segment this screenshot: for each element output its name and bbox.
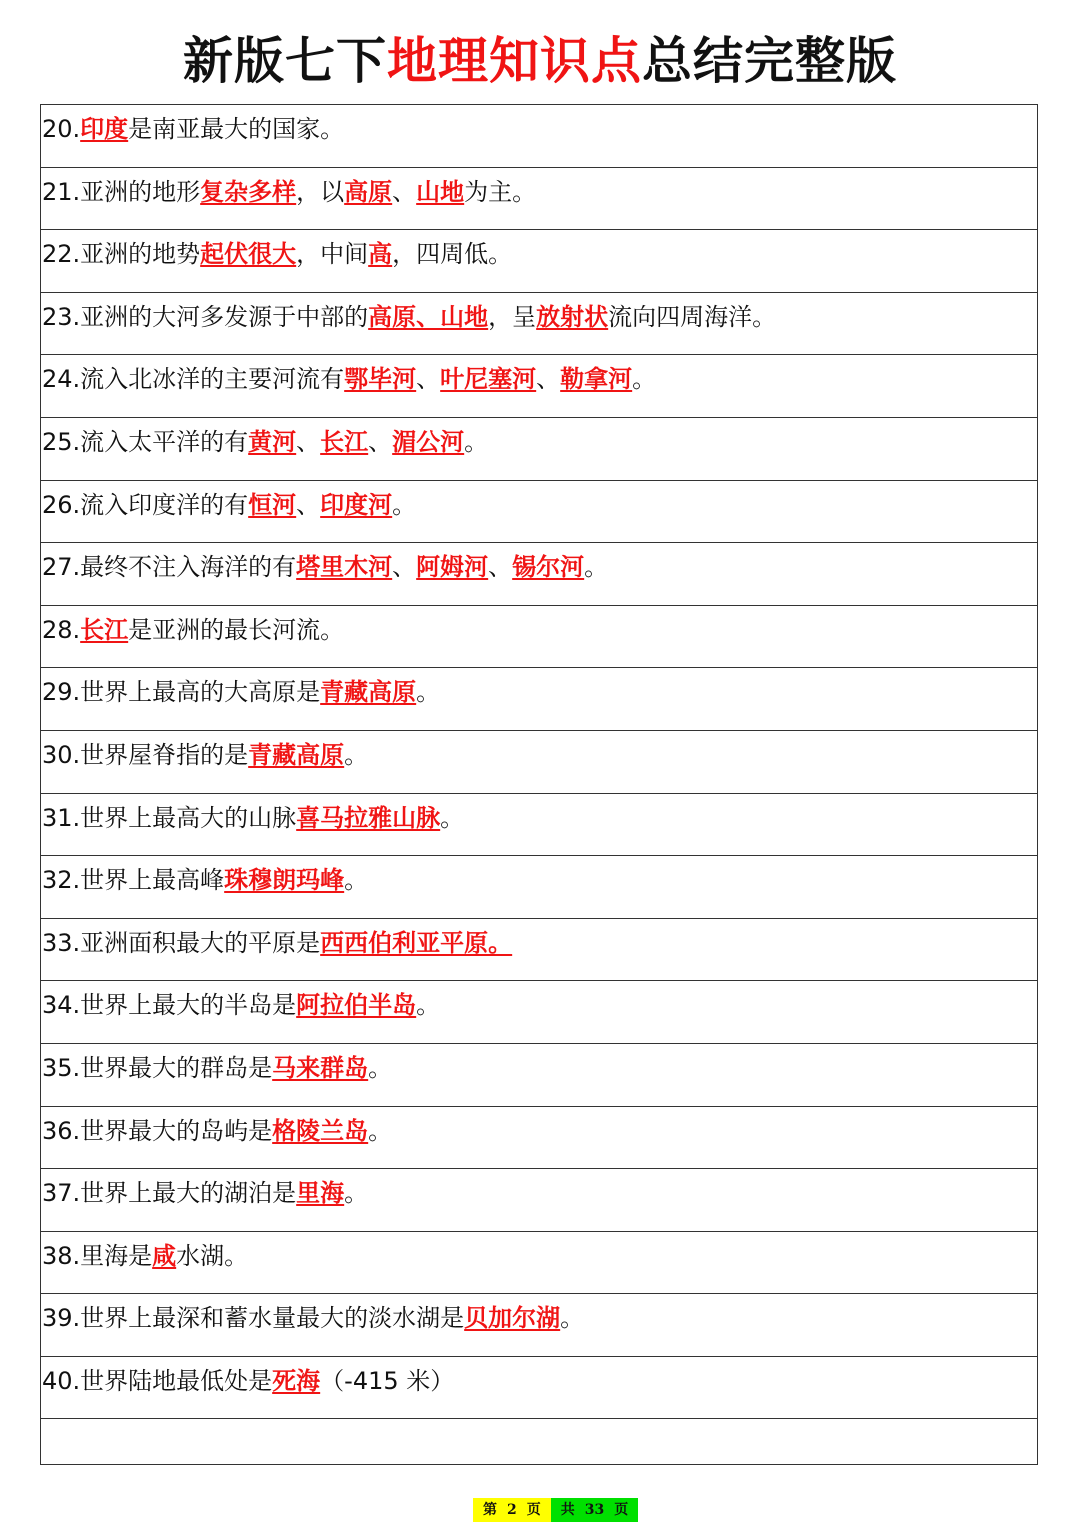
row-text: 是亚洲的最长河流。	[128, 615, 345, 644]
row-text: 水湖。	[176, 1241, 249, 1270]
row-text: 。	[368, 1116, 393, 1145]
row-text: （-415 米）	[320, 1366, 455, 1395]
table-row	[41, 856, 1037, 919]
row-text: 流向四周海洋。	[608, 302, 777, 331]
highlighted-term: 长江	[320, 427, 369, 456]
row-text: 32.世界上最高峰	[42, 866, 225, 895]
row-text: 39.世界上最深和蓄水量最大的淡水湖是	[42, 1304, 465, 1333]
row-text: 。	[440, 803, 465, 832]
row-text: ，中间	[296, 240, 369, 269]
row-text: 33.亚洲面积最大的平原是	[42, 928, 321, 957]
row-text: ，呈	[488, 302, 537, 331]
row-text: 、	[488, 553, 513, 582]
total-prefix: 共	[560, 1502, 575, 1518]
highlighted-term: 勒拿河	[560, 365, 633, 394]
row-text: 、	[296, 427, 321, 456]
row-text: 、	[368, 427, 393, 456]
row-text: 38.里海是	[42, 1241, 153, 1270]
row-text: 26.流入印度洋的有	[42, 490, 249, 519]
highlighted-term: 阿姆河	[416, 553, 489, 582]
row-text: 为主。	[464, 177, 537, 206]
row-text: 28.	[42, 615, 81, 644]
row-text: 27.最终不注入海洋的有	[42, 553, 297, 582]
table-row	[41, 794, 1037, 857]
highlighted-term: 格陵兰岛	[272, 1116, 369, 1145]
highlighted-term: 山地	[416, 177, 465, 206]
table-row	[41, 1169, 1037, 1232]
highlighted-term: 马来群岛	[272, 1053, 369, 1082]
row-text: 23.亚洲的大河多发源于中部的	[42, 302, 369, 331]
highlighted-term: 青藏高原	[320, 678, 417, 707]
highlighted-term: 贝加尔湖	[464, 1304, 561, 1333]
row-text: 30.世界屋脊指的是	[42, 740, 249, 769]
page-prefix: 第	[483, 1502, 497, 1518]
total-pages-label	[551, 1498, 638, 1522]
highlighted-term: 叶尼塞河	[440, 365, 537, 394]
row-text: 、	[392, 553, 417, 582]
highlighted-term: 高	[368, 240, 393, 269]
page-unit: 页	[526, 1502, 541, 1518]
highlighted-term: 湄公河	[392, 427, 465, 456]
row-text: 。	[560, 1304, 585, 1333]
table-row	[41, 230, 1037, 293]
row-text: 、	[392, 177, 417, 206]
row-text: 。	[584, 553, 609, 582]
highlighted-term: 珠穆朗玛峰	[224, 866, 345, 895]
row-text: 29.世界上最高的大高原是	[42, 678, 321, 707]
row-text: 。	[416, 991, 441, 1020]
highlighted-term: 印度	[80, 115, 129, 143]
highlighted-term: 放射状	[536, 302, 609, 331]
table-row	[41, 1232, 1037, 1295]
table-row	[41, 1294, 1037, 1357]
row-text: 24.流入北冰洋的主要河流有	[42, 365, 345, 394]
knowledge-table	[40, 104, 1038, 1465]
highlighted-term: 长江	[80, 615, 129, 644]
row-text: 、	[536, 365, 561, 394]
row-text: 。	[368, 1053, 393, 1082]
page-footer	[473, 1498, 638, 1522]
page-title	[0, 26, 1080, 96]
highlighted-term: 阿拉伯半岛	[296, 991, 417, 1020]
table-row	[41, 418, 1037, 481]
page-number-label	[473, 1498, 551, 1522]
row-text: ，四周低。	[392, 240, 513, 269]
highlighted-term: 起伏很大	[200, 240, 297, 269]
highlighted-term: 死海	[272, 1366, 321, 1395]
row-text: 40.世界陆地最低处是	[42, 1366, 273, 1395]
highlighted-term: 高原、山地	[368, 302, 489, 331]
row-text: 。	[344, 740, 369, 769]
row-text: 、	[416, 365, 441, 394]
table-row	[41, 293, 1037, 356]
highlighted-term: 里海	[296, 1179, 345, 1208]
row-text: 34.世界上最大的半岛是	[42, 991, 297, 1020]
highlighted-term: 青藏高原	[248, 740, 345, 769]
table-row	[41, 1044, 1037, 1107]
page-number: 2	[507, 1502, 517, 1518]
row-text: 21.亚洲的地形	[42, 177, 201, 206]
table-row	[41, 981, 1037, 1044]
title-part-1: 新版七下	[183, 32, 387, 90]
highlighted-term: 印度河	[320, 490, 393, 519]
table-row	[41, 543, 1037, 606]
highlighted-term: 高原	[344, 177, 393, 206]
title-part-3: 总结完整版	[642, 32, 897, 90]
highlighted-term: 锡尔河	[512, 553, 585, 582]
row-text: 。	[464, 427, 489, 456]
highlighted-term: 喜马拉雅山脉	[296, 803, 441, 832]
highlighted-term: 西西伯利亚平原。	[320, 928, 513, 957]
row-text: 。	[632, 365, 657, 394]
row-text: 37.世界上最大的湖泊是	[42, 1179, 297, 1208]
row-text: 36.世界最大的岛屿是	[42, 1116, 273, 1145]
table-row	[41, 1107, 1037, 1170]
row-text: 35.世界最大的群岛是	[42, 1053, 273, 1082]
empty-row	[41, 1419, 1037, 1464]
table-row	[41, 105, 1037, 168]
highlighted-term: 复杂多样	[200, 177, 297, 206]
table-row	[41, 731, 1037, 794]
table-row	[41, 1357, 1037, 1420]
total-unit: 页	[614, 1502, 629, 1518]
highlighted-term: 鄂毕河	[344, 365, 417, 394]
table-row	[41, 919, 1037, 982]
row-text: 。	[392, 490, 417, 519]
row-text: 20.	[42, 115, 81, 143]
table-row	[41, 168, 1037, 231]
highlighted-term: 咸	[152, 1241, 177, 1270]
row-text: 。	[416, 678, 441, 707]
row-text: 。	[344, 1179, 369, 1208]
table-row	[41, 355, 1037, 418]
table-row	[41, 668, 1037, 731]
highlighted-term: 塔里木河	[296, 553, 393, 582]
row-text: ，以	[296, 177, 345, 206]
row-text: 25.流入太平洋的有	[42, 427, 249, 456]
row-text: 31.世界上最高大的山脉	[42, 803, 297, 832]
highlighted-term: 黄河	[248, 427, 297, 456]
row-text: 。	[344, 866, 369, 895]
total-pages: 33	[584, 1502, 605, 1518]
row-text: 22.亚洲的地势	[42, 240, 201, 269]
title-part-2-highlight: 地理知识点	[387, 32, 642, 90]
table-row	[41, 606, 1037, 669]
table-row	[41, 481, 1037, 544]
row-text: 是南亚最大的国家。	[128, 115, 345, 143]
highlighted-term: 恒河	[248, 490, 297, 519]
row-text: 、	[296, 490, 321, 519]
